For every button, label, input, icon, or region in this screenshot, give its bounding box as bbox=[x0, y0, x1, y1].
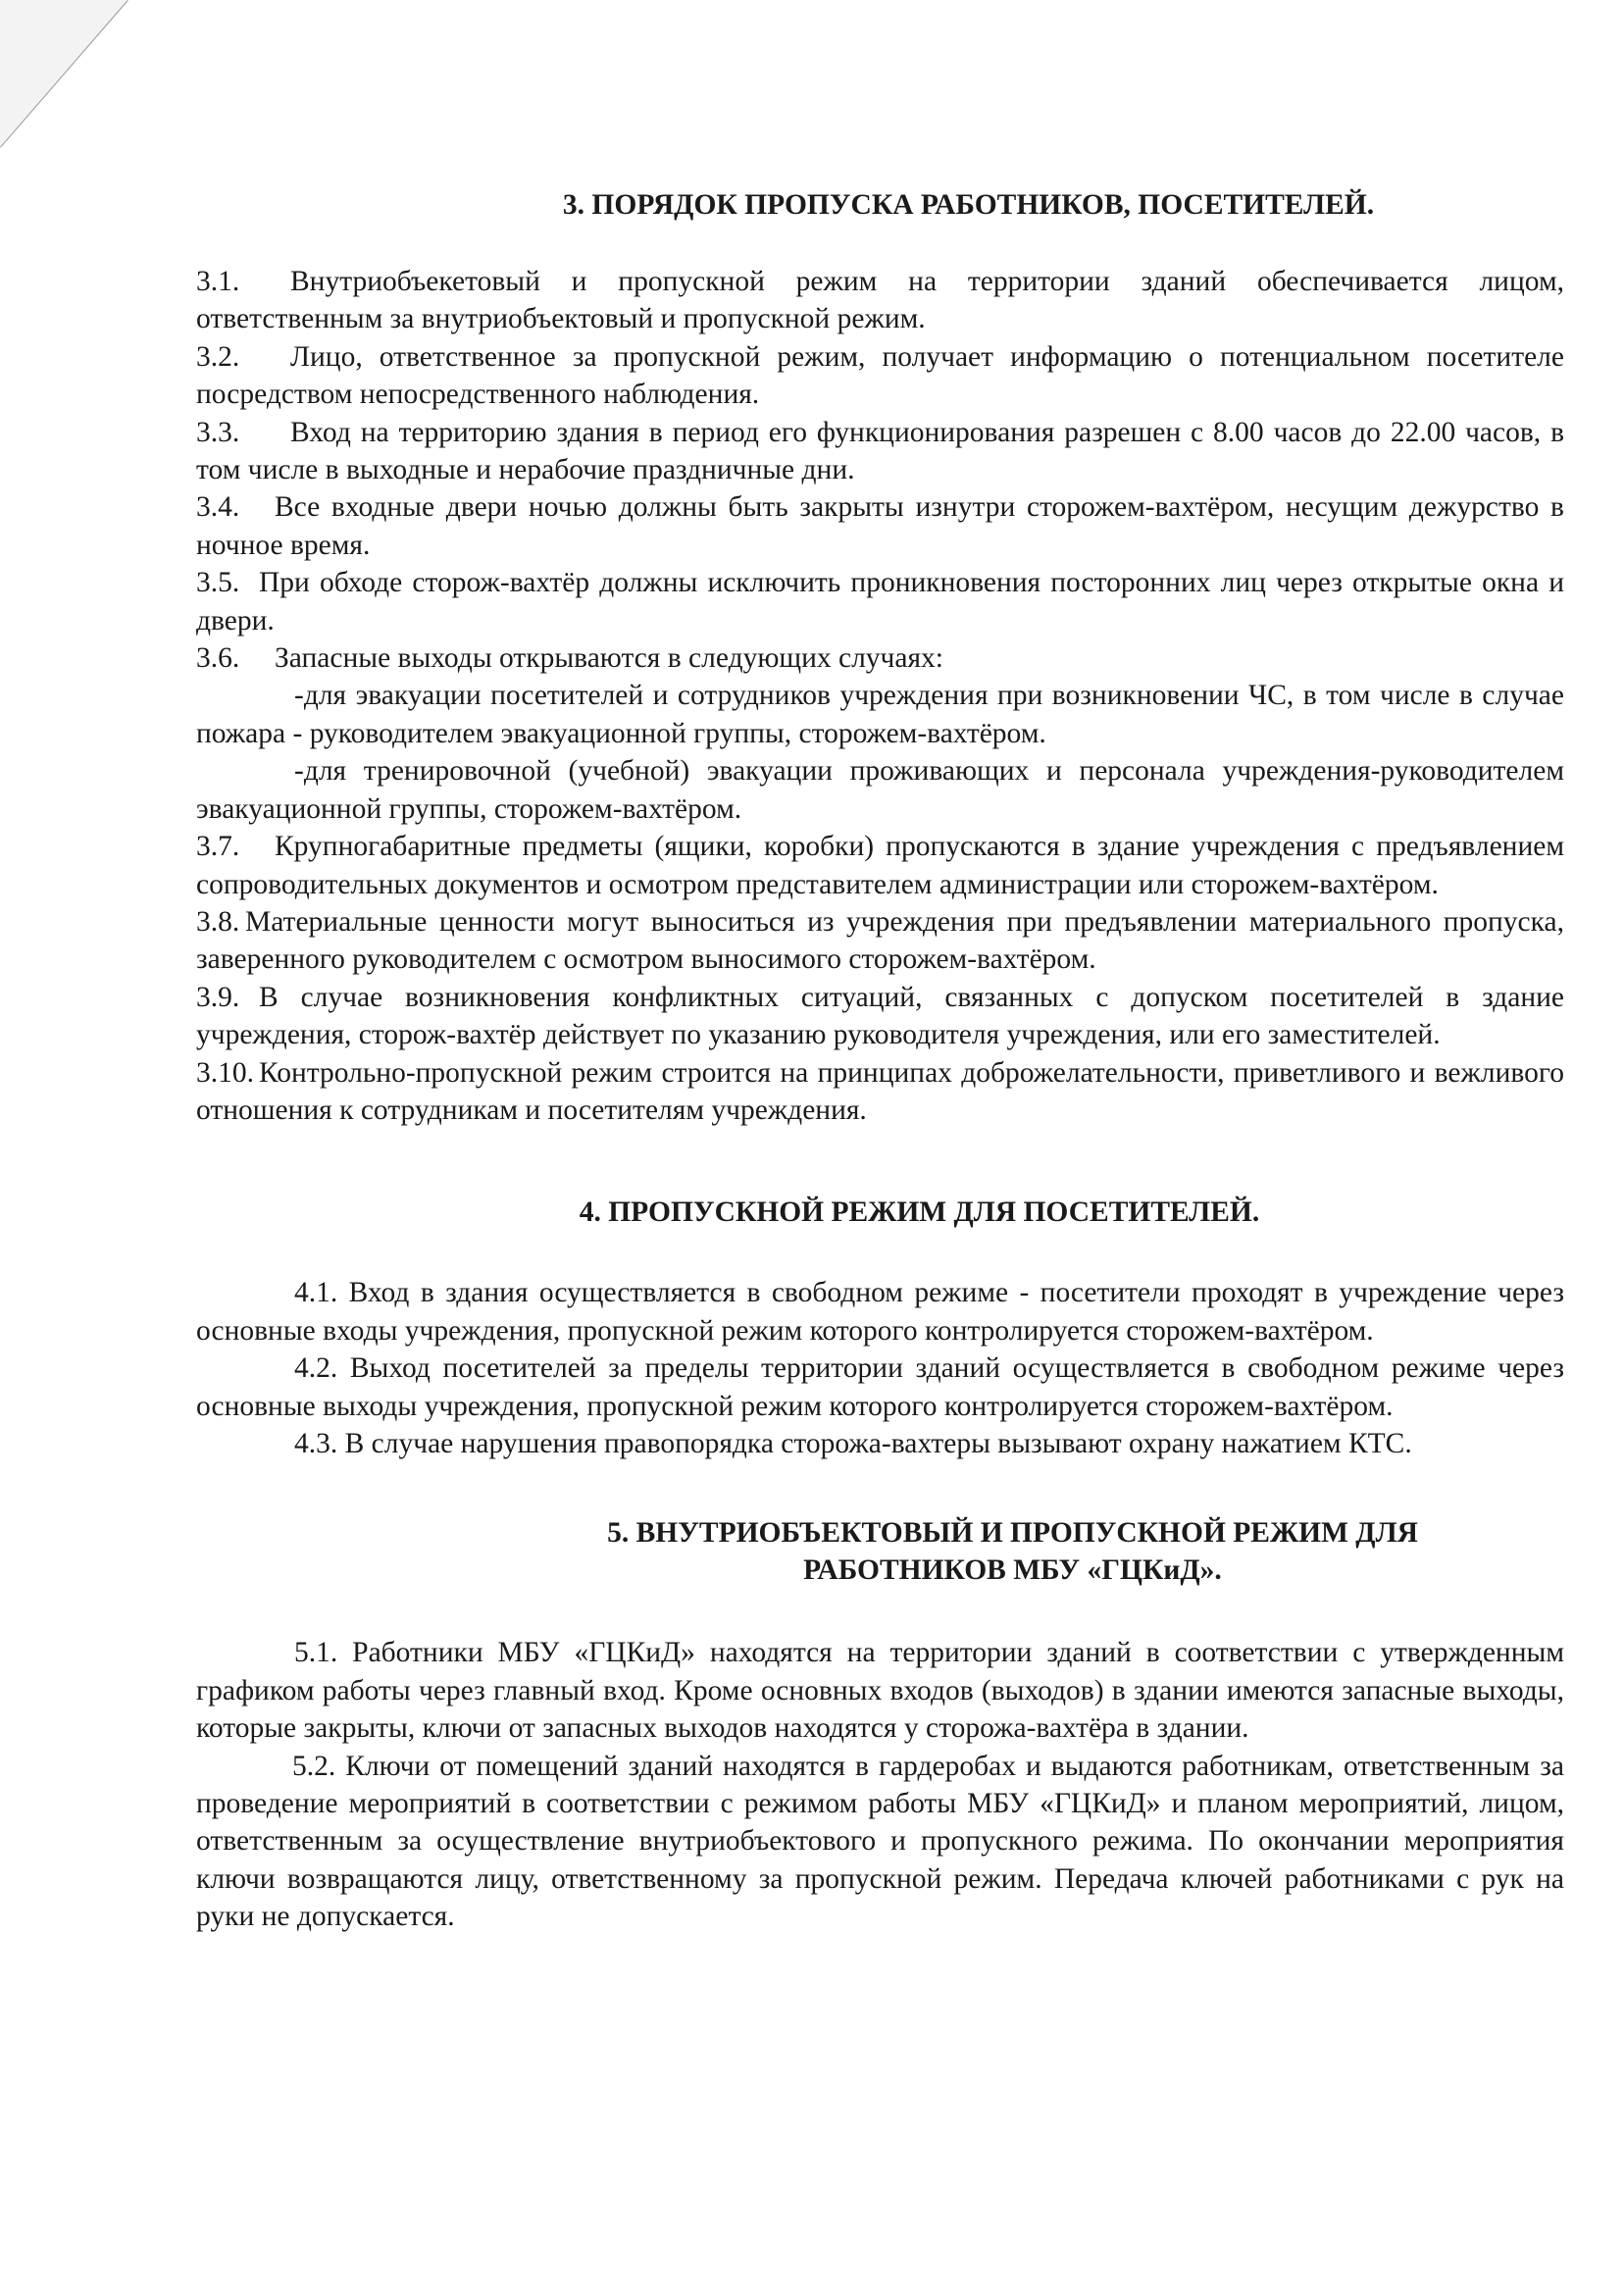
section-5-title-line-1: 5. ВНУТРИОБЪЕКТОВЫЙ И ПРОПУСКНОЙ РЕЖИМ ДЛЯ bbox=[607, 1517, 1418, 1550]
document-page bbox=[196, 186, 1564, 1936]
item-3-10: 3.10. Контрольно-пропускной режим строится на принципах доброжелательности, приветливого и вежливого отношения к сотрудникам и посетителям учреждения. bbox=[196, 1056, 1564, 1126]
item-3-7: 3.7. Крупногабаритные предметы (ящики, коробки) пропускаются в здание учреждения с предъявлением сопроводительных документов и осмотром представителем администрации или сторожем-вахтёром. bbox=[196, 831, 1564, 900]
section-5-title bbox=[196, 1514, 1564, 1589]
item-3-6: 3.6. Запасные выходы открываются в следующих случаях: bbox=[196, 642, 944, 675]
item-4-3: 4.3. В случае нарушения правопорядка сторожа-вахтеры вызывают охрану нажатием КТС. bbox=[294, 1427, 1412, 1459]
page-corner-fold bbox=[0, 0, 196, 196]
section-4-title: 4. ПРОПУСКНОЙ РЕЖИМ ДЛЯ ПОСЕТИТЕЛЕЙ. bbox=[579, 1196, 1260, 1229]
item-3-6-b: -для тренировочной (учебной) эвакуации проживающих и персонала учреждения-руководителем эвакуационной группы, сторожем-вахтёром. bbox=[196, 755, 1564, 825]
item-4-2: 4.2. Выход посетителей за пределы территории зданий осуществляется в свободном режиме через основные выходы учреждения, пропускной режим которого контролируется сторожем-вахтёром. bbox=[196, 1352, 1564, 1422]
item-3-9: 3.9. В случае возникновения конфликтных ситуаций, связанных с допуском посетителей в здание учреждения, сторож-вахтёр действует по указанию руководителя учреждения, или его заместителей. bbox=[196, 981, 1564, 1051]
item-5-2: 5.2. Ключи от помещений зданий находятся в гардеробах и выдаются работникам, ответственным за проведение мероприятий в соответствии с режимом работы МБУ «ГЦКиД» и планом мероприятий, лицом, ответственным за осуществление внутриобъектового и пропускного режима. По окончании мероприятия ключи возвращаются лицу, ответственному за пропускной режим. Передача ключей работниками с рук на руки не допускается. bbox=[196, 1750, 1564, 1933]
section-3-title: 3. ПОРЯДОК ПРОПУСКА РАБОТНИКОВ, ПОСЕТИТЕЛЕЙ. bbox=[562, 189, 1375, 221]
item-5-1: 5.1. Работники МБУ «ГЦКиД» находятся на территории зданий в соответствии с утвержденным графиком работы через главный вход. Кроме основных входов (выходов) в здании имеются запасные выходы, которые закрыты, ключи от запасных выходов находятся у сторожа-вахтёра в здании. bbox=[196, 1637, 1564, 1745]
item-3-6-a: -для эвакуации посетителей и сотрудников учреждения при возникновении ЧС, в том числе в случае пожара - руководителем эвакуационной группы, сторожем-вахтёром. bbox=[196, 680, 1564, 749]
item-3-2: 3.2. Лицо, ответственное за пропускной режим, получает информацию о потенциальном посетителе посредством непосредственного наблюдения. bbox=[196, 340, 1564, 411]
item-4-1: 4.1. Вход в здания осуществляется в свободном режиме - посетители проходят в учреждение через основные входы учреждения, пропускной режим которого контролируется сторожем-вахтёром. bbox=[196, 1277, 1564, 1347]
item-3-3: 3.3. Вход на территорию здания в период его функционирования разрешен с 8.00 часов до 22.00 часов, в том числе в выходные и нерабочие праздничные дни. bbox=[196, 416, 1564, 486]
item-3-8: 3.8. Материальные ценности могут выноситься из учреждения при предъявлении материального пропуска, заверенного руководителем с осмотром выносимого сторожем-вахтёром. bbox=[196, 905, 1564, 976]
item-3-4: 3.4. Все входные двери ночью должны быть закрыты изнутри сторожем-вахтёром, несущим дежурство в ночное время. bbox=[196, 491, 1564, 561]
section-5-title-line-2: РАБОТНИКОВ МБУ «ГЦКиД». bbox=[803, 1554, 1222, 1587]
item-3-5: 3.5. При обходе сторож-вахтёр должны исключить проникновения посторонних лиц через открытые окна и двери. bbox=[196, 567, 1564, 636]
item-3-1: 3.1. Внутриобъекетовый и пропускной режим на территории зданий обеспечивается лицом, ответственным за внутриобъектовый и пропускной режим. bbox=[196, 266, 1564, 335]
